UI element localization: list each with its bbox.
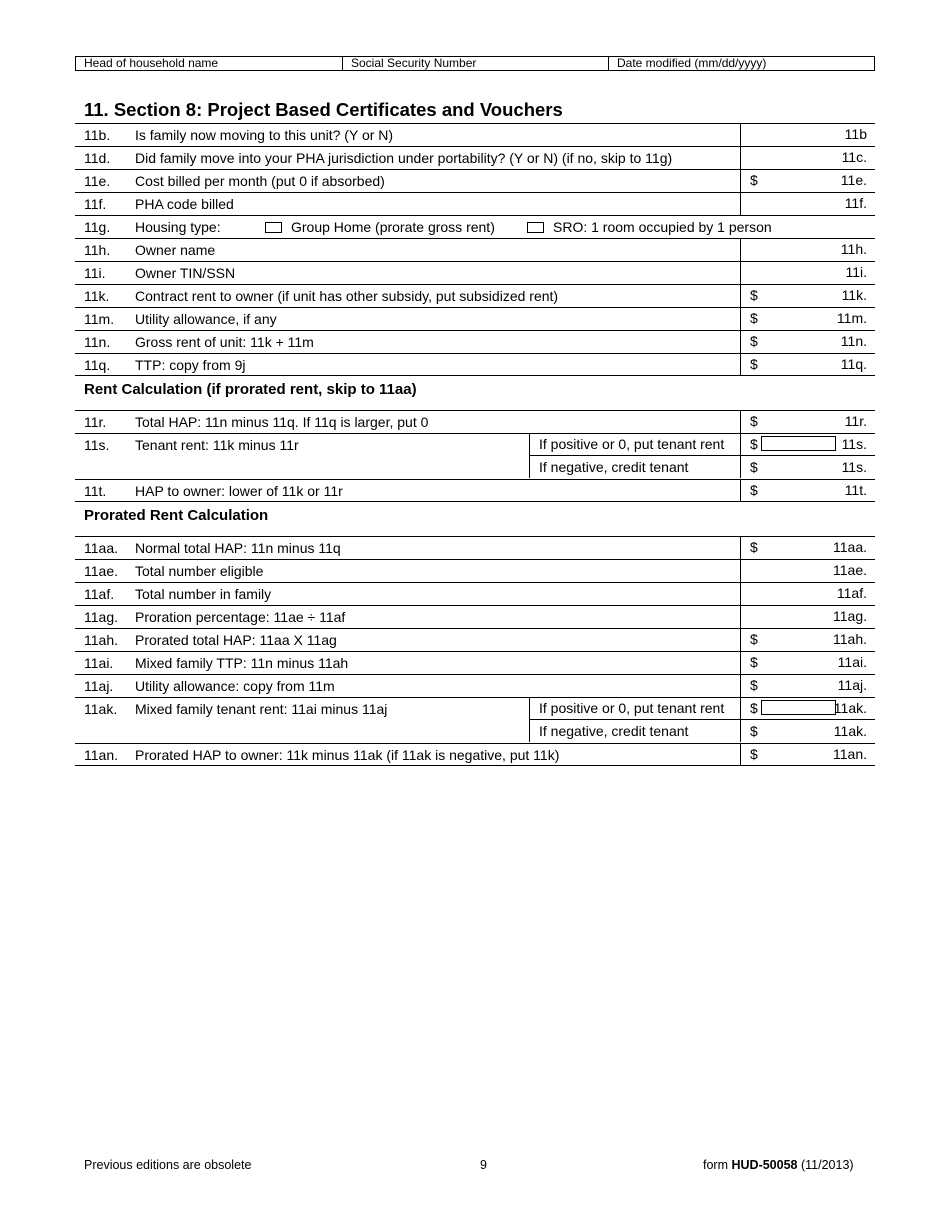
row-number: 11q. xyxy=(84,357,111,373)
row-number: 11k. xyxy=(84,288,110,304)
field-code: 11ak. xyxy=(833,723,867,739)
dollar-sign: $ xyxy=(750,436,758,452)
rent-calc-heading: Rent Calculation (if prorated rent, skip to 11aa) xyxy=(84,381,417,398)
answer-field-11t[interactable] xyxy=(740,479,875,502)
field-code: 11aj. xyxy=(837,677,867,693)
field-code: 11s. xyxy=(841,459,867,475)
field-code: 11c. xyxy=(841,149,867,165)
row-11ah xyxy=(75,628,875,651)
row-description: Mixed family tenant rent: 11ai minus 11aj xyxy=(135,701,388,717)
row-number: 11r. xyxy=(84,414,107,430)
page-number: 9 xyxy=(480,1158,487,1172)
header-strip xyxy=(75,56,875,71)
dollar-sign: $ xyxy=(750,333,758,349)
dollar-sign: $ xyxy=(750,700,758,716)
row-number: 11h. xyxy=(84,242,111,258)
answer-field-11s-negative[interactable] xyxy=(740,455,875,478)
condition-positive: If positive or 0, put tenant rent xyxy=(529,433,740,456)
answer-field-11ah[interactable] xyxy=(740,628,875,651)
answer-field-11aa[interactable] xyxy=(740,536,875,559)
row-number: 11n. xyxy=(84,334,111,350)
answer-field-11h[interactable] xyxy=(740,238,875,261)
row-11i xyxy=(75,261,875,284)
row-description: Proration percentage: 11ae ÷ 11af xyxy=(135,609,346,625)
row-number: 11s. xyxy=(84,437,110,453)
prorated-heading: Prorated Rent Calculation xyxy=(84,507,269,524)
tenant-rent-box[interactable] xyxy=(761,700,836,715)
answer-field-11q[interactable] xyxy=(740,353,875,376)
sro-option[interactable] xyxy=(527,219,772,235)
tenant-rent-box[interactable] xyxy=(761,436,836,451)
row-11q xyxy=(75,353,875,376)
row-description: Normal total HAP: 11n minus 11q xyxy=(135,540,341,556)
sro-checkbox[interactable] xyxy=(527,222,544,233)
dollar-sign: $ xyxy=(750,356,758,372)
row-number: 11e. xyxy=(84,173,111,189)
dollar-sign: $ xyxy=(750,413,758,429)
answer-field-11ai[interactable] xyxy=(740,651,875,674)
row-11t xyxy=(75,479,875,502)
row-11s-negative xyxy=(75,456,875,479)
row-number: 11ag. xyxy=(84,609,118,625)
dollar-sign: $ xyxy=(750,746,758,762)
condition-negative: If negative, credit tenant xyxy=(529,719,740,742)
row-11m xyxy=(75,307,875,330)
row-11an xyxy=(75,743,875,766)
form-identifier xyxy=(703,1158,854,1172)
row-number: 11an. xyxy=(84,747,118,763)
row-11ak-negative xyxy=(75,720,875,743)
answer-field-11n[interactable] xyxy=(740,330,875,353)
dollar-sign: $ xyxy=(750,287,758,303)
field-code: 11t. xyxy=(844,482,867,498)
row-11f xyxy=(75,192,875,215)
head-of-household-label: Head of household name xyxy=(84,56,219,70)
answer-field-11s-positive[interactable] xyxy=(740,433,875,456)
answer-field-11f[interactable] xyxy=(740,192,875,215)
row-number: 11i. xyxy=(84,265,106,281)
field-code: 11i. xyxy=(845,264,867,280)
form-prefix: form xyxy=(703,1158,728,1172)
dollar-sign: $ xyxy=(750,654,758,670)
field-code: 11q. xyxy=(840,356,867,372)
row-description: Utility allowance, if any xyxy=(135,311,277,327)
head-of-household-field[interactable] xyxy=(76,57,343,70)
field-code: 11an. xyxy=(833,746,867,762)
field-code: 11af. xyxy=(836,585,867,601)
answer-field-11ak-positive[interactable] xyxy=(740,697,875,720)
answer-field-11b[interactable] xyxy=(740,123,875,146)
field-code: 11ae. xyxy=(833,562,867,578)
row-description: Utility allowance: copy from 11m xyxy=(135,678,335,694)
row-description: TTP: copy from 9j xyxy=(135,357,246,373)
row-number: 11ae. xyxy=(84,563,118,579)
row-description: Owner name xyxy=(135,242,216,258)
dollar-sign: $ xyxy=(750,631,758,647)
field-code: 11e. xyxy=(840,172,867,188)
row-number: 11ai. xyxy=(84,655,114,671)
answer-field-11ag[interactable] xyxy=(740,605,875,628)
row-description: Cost billed per month (put 0 if absorbed) xyxy=(135,173,385,189)
answer-field-11ak-negative[interactable] xyxy=(740,719,875,742)
row-number: 11aa. xyxy=(84,540,118,556)
row-description: Mixed family TTP: 11n minus 11ah xyxy=(135,655,349,671)
answer-field-11i[interactable] xyxy=(740,261,875,284)
field-code: 11k. xyxy=(841,287,867,303)
answer-field-11k[interactable] xyxy=(740,284,875,307)
row-description: Total number eligible xyxy=(135,563,264,579)
row-11ae xyxy=(75,559,875,582)
date-modified-label: Date modified (mm/dd/yyyy) xyxy=(617,56,767,70)
row-number: 11ak. xyxy=(84,701,118,717)
answer-field-11aj[interactable] xyxy=(740,674,875,697)
row-description: Gross rent of unit: 11k + 11m xyxy=(135,334,314,350)
row-number: 11m. xyxy=(84,311,115,327)
row-description: Tenant rent: 11k minus 11r xyxy=(135,437,299,453)
row-11ai xyxy=(75,651,875,674)
condition-positive: If positive or 0, put tenant rent xyxy=(529,697,740,720)
answer-field-11r[interactable] xyxy=(740,410,875,433)
date-modified-field[interactable] xyxy=(609,57,874,70)
answer-field-11an[interactable] xyxy=(740,743,875,766)
row-description: Total number in family xyxy=(135,586,272,602)
row-description: Housing type: xyxy=(135,219,221,235)
row-number: 11af. xyxy=(84,586,115,602)
field-code: 11ai. xyxy=(837,654,867,670)
row-description: Contract rent to owner (if unit has other subsidy, put subsidized rent) xyxy=(135,288,559,304)
form-date: (11/2013) xyxy=(800,1158,854,1172)
answer-field-11d[interactable] xyxy=(740,146,875,169)
row-description: Did family move into your PHA jurisdiction under portability? (Y or N) (if no, skip to 11g) xyxy=(135,150,673,166)
row-description: PHA code billed xyxy=(135,196,234,212)
dollar-sign: $ xyxy=(750,677,758,693)
row-11e xyxy=(75,169,875,192)
group-home-option[interactable] xyxy=(265,219,495,235)
row-description: HAP to owner: lower of 11k or 11r xyxy=(135,483,343,499)
field-code: 11ak. xyxy=(833,700,867,716)
dollar-sign: $ xyxy=(750,172,758,188)
dollar-sign: $ xyxy=(750,459,758,475)
answer-field-11e[interactable] xyxy=(740,169,875,192)
row-number: 11t. xyxy=(84,483,107,499)
condition-negative: If negative, credit tenant xyxy=(529,455,740,478)
row-11aj xyxy=(75,674,875,697)
row-number: 11b. xyxy=(84,127,111,143)
row-11b xyxy=(75,123,875,146)
ssn-label: Social Security Number xyxy=(351,56,477,70)
field-code: 11h. xyxy=(840,241,867,257)
field-code: 11ah. xyxy=(833,631,867,647)
dollar-sign: $ xyxy=(750,482,758,498)
row-number: 11g. xyxy=(84,219,111,235)
field-code: 11s. xyxy=(841,436,867,452)
field-code: 11ag. xyxy=(833,608,867,624)
sro-label: SRO: 1 room occupied by 1 person xyxy=(553,219,772,235)
group-home-checkbox[interactable] xyxy=(265,222,282,233)
row-11aa xyxy=(75,536,875,559)
footer-obsolete-note: Previous editions are obsolete xyxy=(84,1158,252,1172)
answer-field-11ae[interactable] xyxy=(740,559,875,582)
group-home-label: Group Home (prorate gross rent) xyxy=(291,219,495,235)
field-code: 11aa. xyxy=(833,539,867,555)
field-code: 11m. xyxy=(836,310,867,326)
section-title: 11. Section 8: Project Based Certificates and Vouchers xyxy=(84,99,563,120)
row-11n xyxy=(75,330,875,353)
row-11k xyxy=(75,284,875,307)
row-11d xyxy=(75,146,875,169)
form-id: HUD-50058 xyxy=(731,1158,798,1172)
row-number: 11ah. xyxy=(84,632,118,648)
row-description: Owner TIN/SSN xyxy=(135,265,236,281)
field-code: 11f. xyxy=(844,195,867,211)
row-11ag xyxy=(75,605,875,628)
answer-field-11af[interactable] xyxy=(740,582,875,605)
dollar-sign: $ xyxy=(750,539,758,555)
row-11ak xyxy=(75,697,875,720)
ssn-field[interactable] xyxy=(343,57,609,70)
row-11s xyxy=(75,433,875,456)
row-11r xyxy=(75,410,875,433)
row-11g xyxy=(75,215,875,238)
field-code: 11b xyxy=(844,126,867,142)
answer-field-11m[interactable] xyxy=(740,307,875,330)
row-number: 11d. xyxy=(84,150,111,166)
field-code: 11r. xyxy=(844,413,867,429)
field-code: 11n. xyxy=(840,333,867,349)
row-11af xyxy=(75,582,875,605)
row-11h xyxy=(75,238,875,261)
dollar-sign: $ xyxy=(750,723,758,739)
row-description: Total HAP: 11n minus 11q. If 11q is larger, put 0 xyxy=(135,414,429,430)
row-number: 11f. xyxy=(84,196,107,212)
row-description: Prorated total HAP: 11aa X 11ag xyxy=(135,632,337,648)
row-number: 11aj. xyxy=(84,678,114,694)
row-description: Is family now moving to this unit? (Y or N) xyxy=(135,127,394,143)
dollar-sign: $ xyxy=(750,310,758,326)
row-description: Prorated HAP to owner: 11k minus 11ak (if 11ak is negative, put 11k) xyxy=(135,747,560,763)
